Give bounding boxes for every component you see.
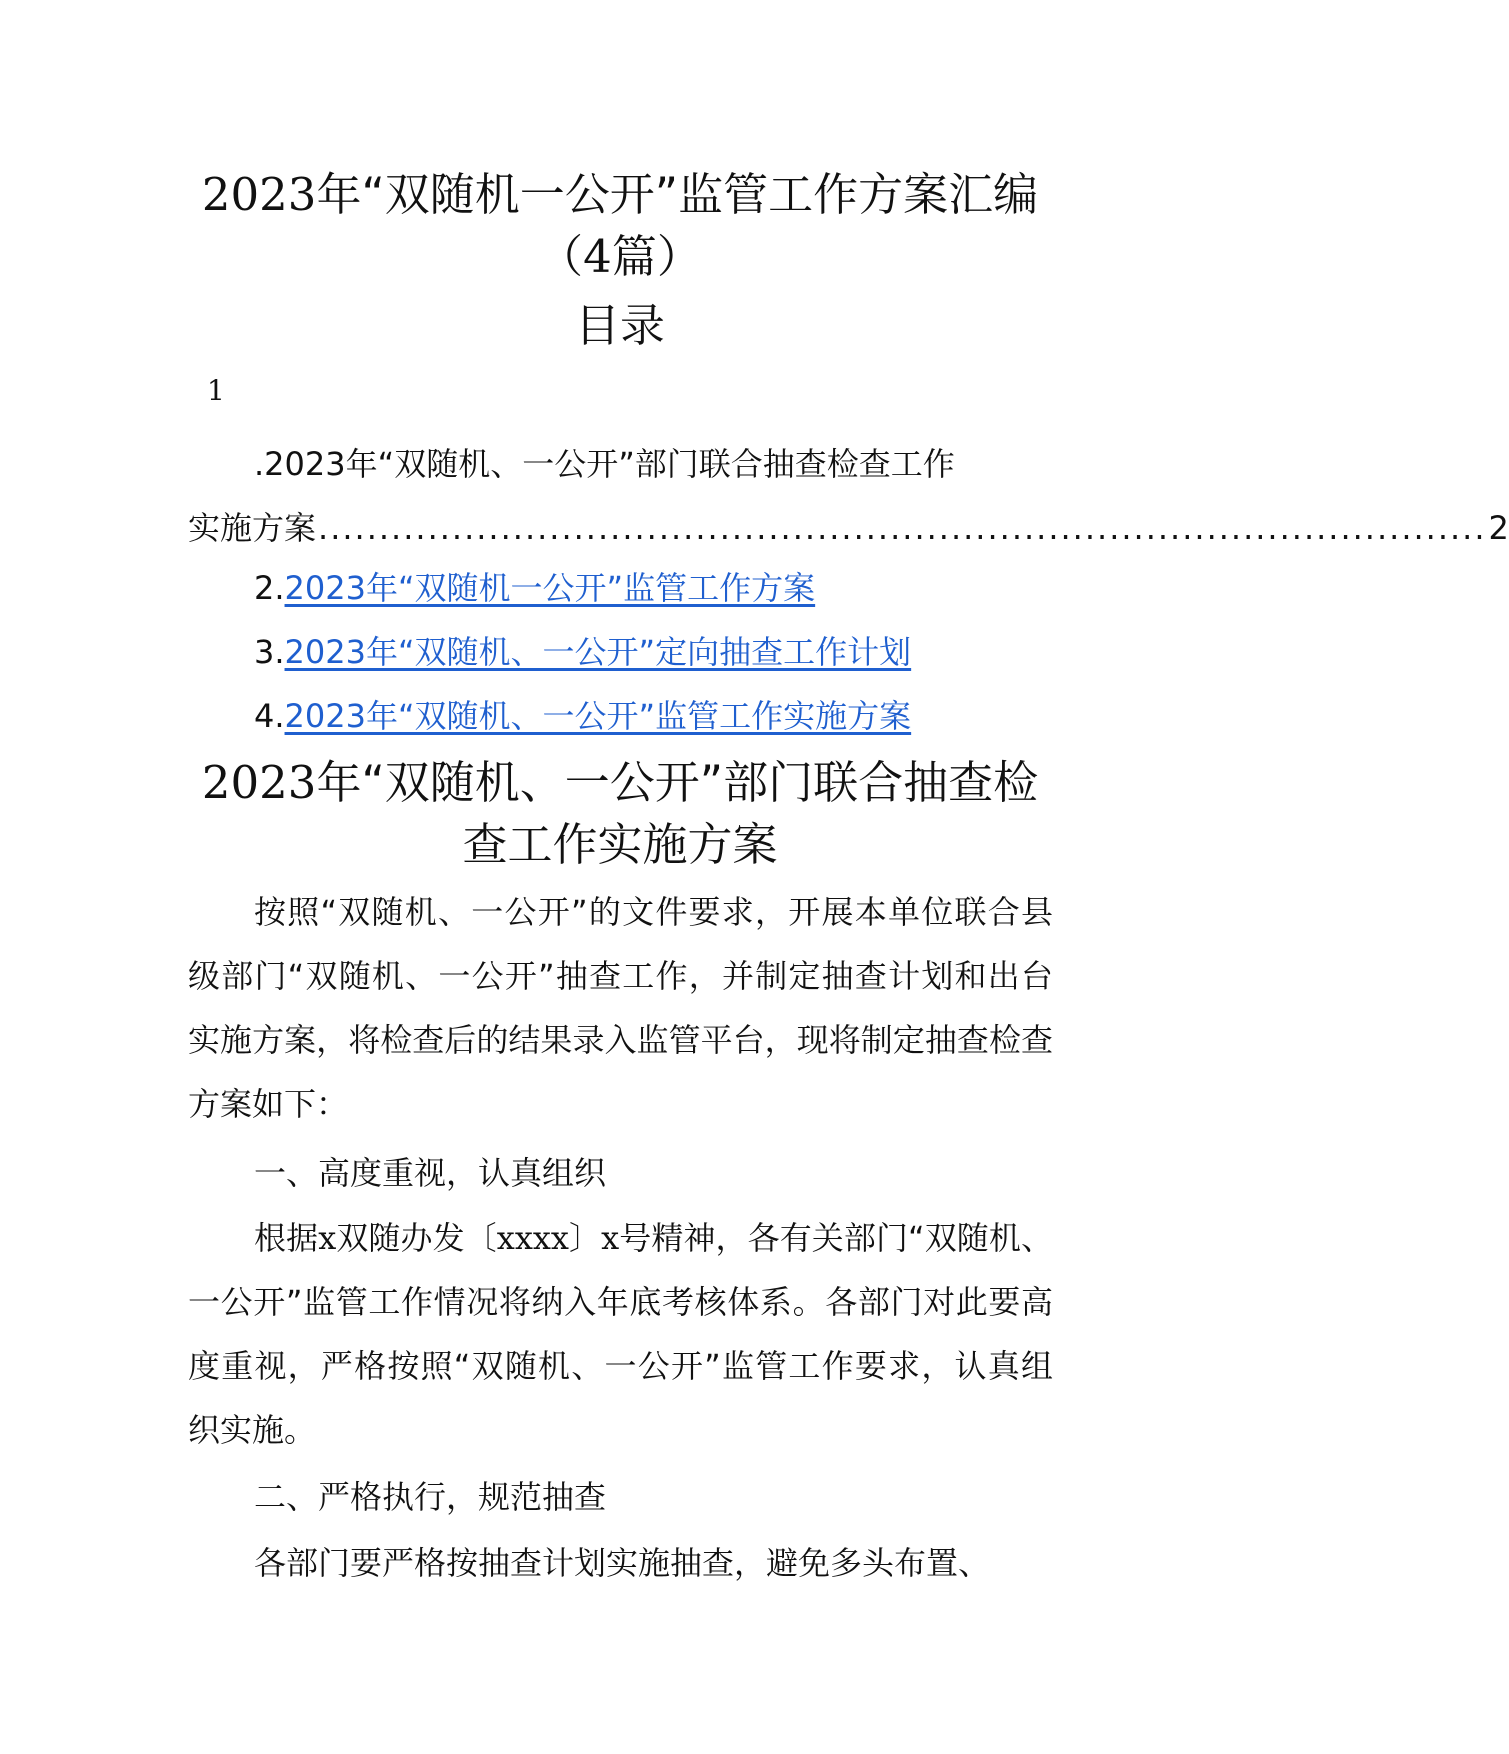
paragraph-execute: 各部门要严格按抽查计划实施抽查，避免多头布置、	[254, 1544, 991, 1582]
title-suffix: 篇）	[611, 230, 702, 283]
toc-entry-1-title-cont: 实施方案	[188, 509, 317, 547]
toc-entry-4	[254, 691, 911, 741]
toc-entry-3	[254, 627, 911, 677]
p2-text-b: 双随办发〔	[336, 1219, 497, 1257]
subheading-2: 二、严格执行，规范抽查	[254, 1478, 607, 1516]
toc-dot-leader: ................................................................................................	[318, 509, 1487, 547]
subheading-1: 一、高度重视，认真组织	[254, 1154, 607, 1192]
p2-placeholder-1: x	[318, 1219, 337, 1257]
title-text: 年“双随机一公开”监管工作方案汇编（	[316, 168, 1039, 283]
p2-text-d: 号精神，各有关部门“双随机、一公开”监管工作情况将纳入年底考核体系。各部门对此要高度重视，严格按照“双随机、一公开”监管工作要求，认真组织实施。	[188, 1219, 1053, 1449]
toc-entry-3-index: 3.	[254, 633, 285, 671]
toc-entry-1[interactable]	[188, 432, 1509, 560]
paragraph-intro: 按照“双随机、一公开”的文件要求，开展本单位联合县级部门“双随机、一公开”抽查工作，并制定抽查计划和出台实施方案，将检查后的结果录入监管平台，现将制定抽查检查方案如下：	[188, 893, 1053, 1123]
toc-entry-3-link[interactable]: 2023年“双随机、一公开”定向抽查工作计划	[284, 633, 912, 671]
toc-entry-2-index: 2.	[254, 569, 285, 607]
toc-number: 1	[207, 374, 225, 407]
p2-placeholder-3: x	[601, 1219, 620, 1257]
toc-page-number: 2	[1488, 509, 1509, 547]
p2-text-a: 根据	[254, 1219, 319, 1257]
toc-heading: 目录	[574, 299, 665, 352]
section-title	[180, 752, 1060, 876]
title-count: 4	[583, 230, 612, 283]
p2-placeholder-2: xxxx	[496, 1219, 569, 1257]
toc-entry-2-link[interactable]: 2023年“双随机一公开”监管工作方案	[284, 569, 816, 607]
toc-entry-1-line2	[188, 496, 1509, 560]
section-title-text: 年“双随机、一公开”部门联合抽查检查工作实施方案	[316, 756, 1039, 871]
toc-entry-4-link[interactable]: 2023年“双随机、一公开”监管工作实施方案	[284, 697, 912, 735]
toc-entry-2	[254, 563, 815, 613]
title-year: 2023	[201, 168, 317, 221]
section-title-year: 2023	[201, 756, 317, 809]
paragraph-organize	[188, 1206, 1053, 1462]
toc-entry-4-index: 4.	[254, 697, 285, 735]
toc-entry-1-title: .2023年“双随机、一公开”部门联合抽查检查工作	[254, 445, 955, 483]
p2-text-c: 〕	[568, 1219, 602, 1257]
document-main-title	[180, 164, 1060, 288]
